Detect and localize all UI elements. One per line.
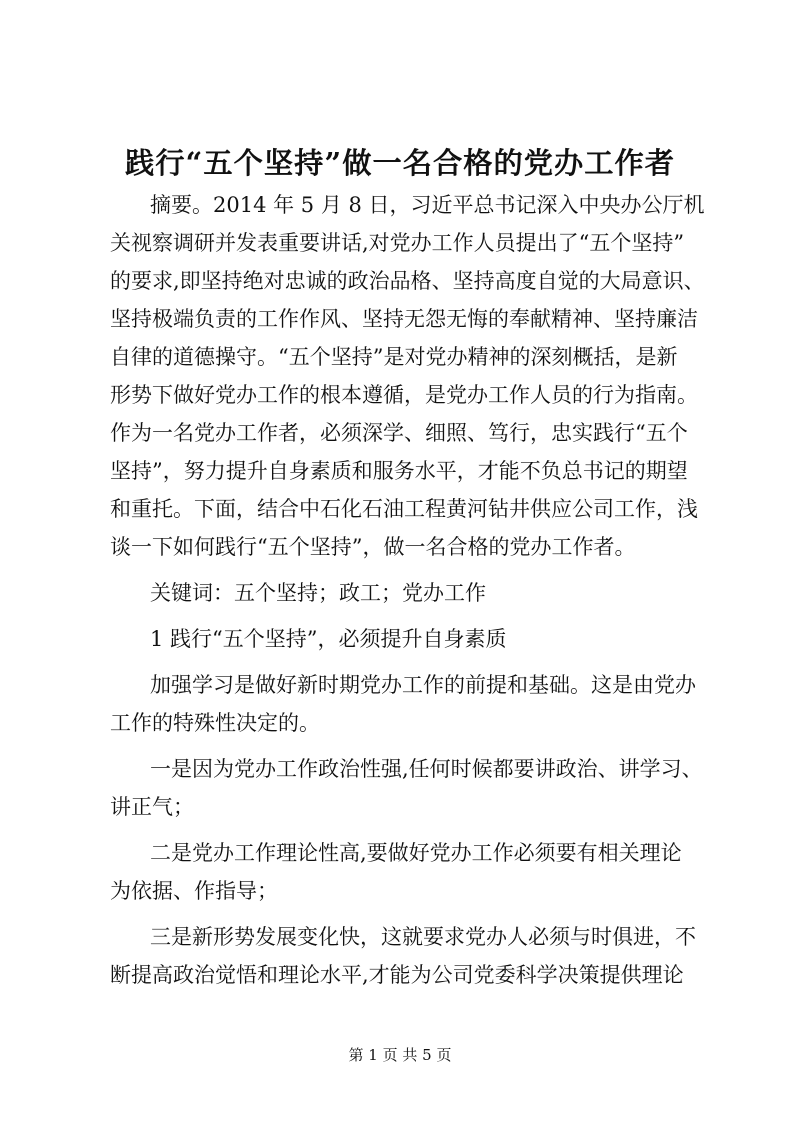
- body-line-16: 讲正气；: [110, 795, 194, 819]
- body-line-4: 坚持极端负责的工作作风、坚持无怨无悔的奉献精神、坚持廉洁: [110, 307, 698, 331]
- body-line-5: 自律的道德操守。“五个坚持”是对党办精神的深刻概括，是新: [110, 345, 678, 369]
- body-line-14: 工作的特殊性决定的。: [110, 711, 320, 735]
- body-line-3: 的要求,即坚持绝对忠诚的政治品格、坚持高度自觉的大局意识、: [110, 269, 705, 293]
- body-line-8: 坚持”，努力提升自身素质和服务水平，才能不负总书记的期望: [110, 459, 688, 483]
- page-footer: 第 1 页 共 5 页: [348, 1046, 452, 1064]
- body-line-1: 摘要。2014 年 5 月 8 日，习近平总书记深入中央办公厅机: [150, 193, 705, 217]
- body-line-2: 关视察调研并发表重要讲话,对党办工作人员提出了“五个坚持”: [110, 231, 685, 255]
- keywords-line: 关键词：五个坚持；政工；党办工作: [150, 581, 486, 605]
- section-heading: 1 践行“五个坚持”，必须提升自身素质: [150, 627, 507, 651]
- body-line-13: 加强学习是做好新时期党办工作的前提和基础。这是由党办: [150, 673, 696, 697]
- body-line-6: 形势下做好党办工作的根本遵循，是党办工作人员的行为指南。: [110, 383, 698, 407]
- body-line-10: 谈一下如何践行“五个坚持”，做一名合格的党办工作者。: [110, 535, 636, 559]
- body-line-7: 作为一名党办工作者，必须深学、细照、笃行，忠实践行“五个: [110, 421, 688, 445]
- body-line-15: 一是因为党办工作政治性强,任何时候都要讲政治、讲学习、: [150, 757, 703, 781]
- body-line-18: 为依据、作指导；: [110, 879, 278, 903]
- body-line-20: 断提高政治觉悟和理论水平,才能为公司党委科学决策提供理论: [110, 963, 684, 987]
- body-line-19: 三是新形势发展变化快，这就要求党办人必须与时俱进，不: [150, 925, 696, 949]
- body-line-9: 和重托。下面，结合中石化石油工程黄河钻井供应公司工作，浅: [110, 497, 698, 521]
- document-title: 践行“五个坚持”做一名合格的党办工作者: [125, 146, 675, 180]
- body-line-17: 二是党办工作理论性高,要做好党办工作必须要有相关理论: [150, 841, 682, 865]
